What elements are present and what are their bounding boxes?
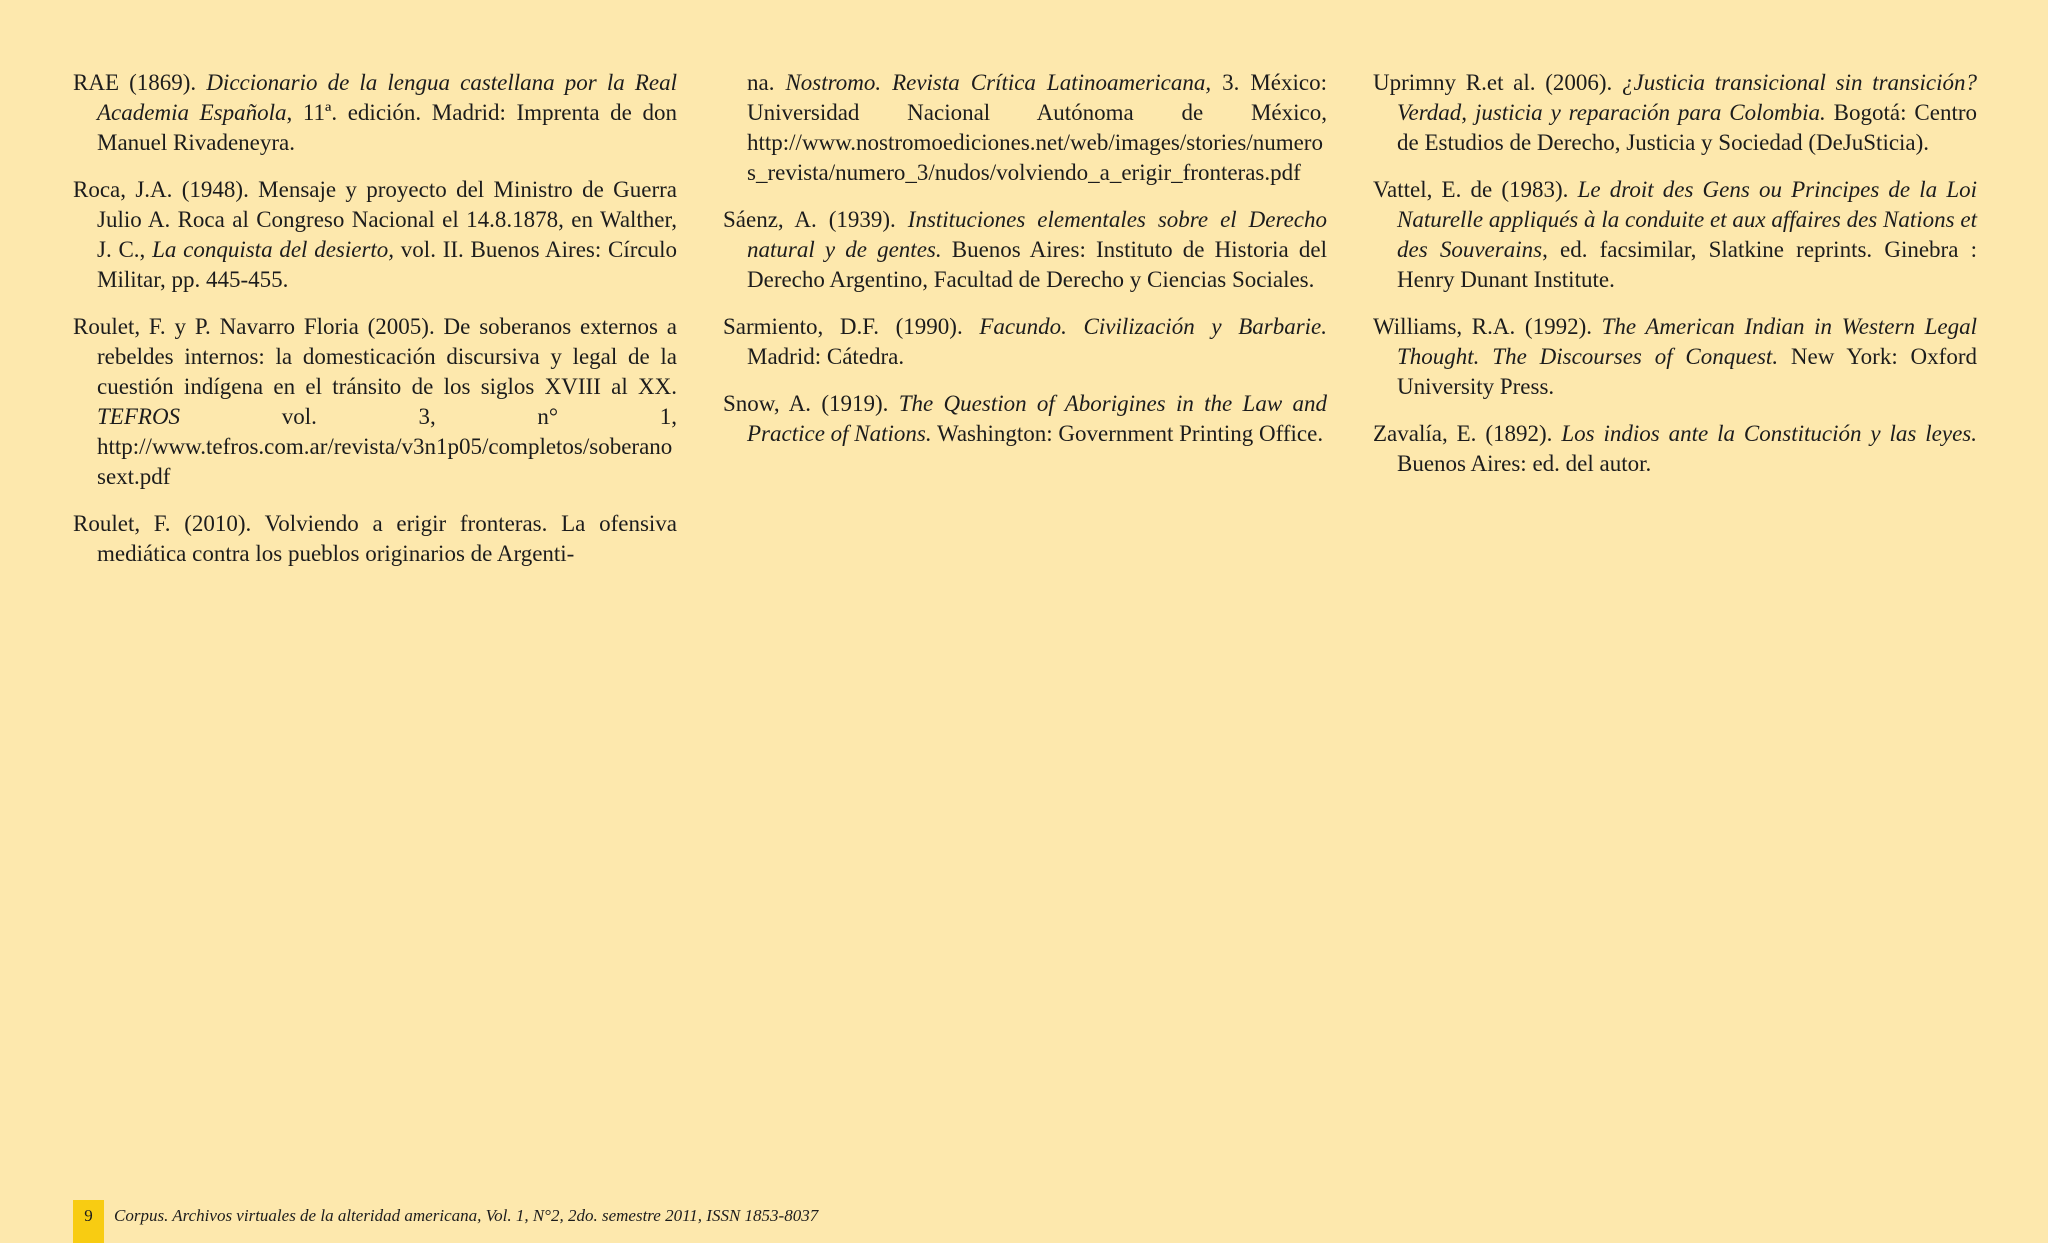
reference-title: Los indios ante la Constitución y las leyes. [1561, 421, 1977, 446]
reference-entry [723, 205, 1327, 295]
reference-text: Zavalía, E. (1892). [1373, 421, 1562, 446]
reference-text: Buenos Aires: Instituto de Historia del Derecho Argentino, Facultad de Derecho y Ciencias Sociales. [747, 237, 1328, 292]
reference-title: Diccionario de la lengua castellana por la Real Academia Española [97, 70, 677, 125]
reference-text: Williams, R.A. (1992). [1373, 314, 1602, 339]
journal-citation: Corpus. Archivos virtuales de la alteridad americana, Vol. 1, N°2, 2do. semestre 2011, ISSN 1853-8037 [114, 1206, 819, 1225]
reference-entry [73, 68, 677, 158]
reference-entry [73, 509, 677, 569]
reference-entry [1373, 175, 1977, 295]
reference-text: Washington: Government Printing Office. [931, 421, 1324, 446]
reference-title: Le droit des Gens ou Principes de la Loi Naturelle appliqués à la conduite et aux affaires des Nations et des Souverains [1397, 177, 1977, 262]
reference-text: vol. 3, n° 1, http://www.tefros.com.ar/revista/v3n1p05/completos/soberanosext.pdf [97, 404, 677, 489]
reference-text: New York: Oxford University Press. [1397, 344, 1977, 399]
reference-entry [1373, 68, 1977, 158]
reference-entry [723, 389, 1327, 449]
reference-text: Vattel, E. de (1983). [1373, 177, 1578, 202]
reference-title: The American Indian in Western Legal Thought. The Discourses of Conquest. [1397, 314, 1977, 369]
references-column-2 [723, 68, 1327, 586]
reference-entry [723, 312, 1327, 372]
reference-title: ¿Justicia transicional sin transición? Verdad, justicia y reparación para Colombia. [1397, 70, 1977, 125]
reference-entry [73, 175, 677, 295]
reference-entry [1373, 312, 1977, 402]
reference-title: Instituciones elementales sobre el Derecho natural y de gentes. [747, 207, 1328, 262]
reference-text: na. [747, 70, 786, 95]
page-number: 9 [73, 1200, 104, 1243]
reference-title: La conquista del desierto, [152, 237, 395, 262]
reference-entry [73, 312, 677, 492]
reference-text: , 11ª. edición. Madrid: Imprenta de don Manuel Rivadeneyra. [97, 100, 677, 155]
reference-entry [1373, 419, 1977, 479]
reference-title: Nostromo. Revista Crítica Latinoamericana, [785, 70, 1212, 95]
reference-title: Facundo. Civilización y Barbarie. [979, 314, 1327, 339]
reference-text: Roca, J.A. (1948). Mensaje y proyecto del Ministro de Guerra Julio A. Roca al Congreso Nacional el 14.8.1878, en Walther, J. C., [73, 177, 677, 262]
reference-text: Roulet, F. y P. Navarro Floria (2005). De soberanos externos a rebeldes internos: la domesticación discursiva y legal de la cuestión indígena en el tránsito de los siglos XVIII al XX. [73, 314, 677, 399]
references-column-3 [1373, 68, 1977, 586]
reference-text: Snow, A. (1919). [723, 391, 899, 416]
reference-text: RAE (1869). [73, 70, 207, 95]
reference-text: Madrid: Cátedra. [747, 344, 905, 369]
reference-text: Bogotá: Centro de Estudios de Derecho, Justicia y Sociedad (DeJuSticia). [1397, 100, 1977, 155]
reference-text: vol. II. Buenos Aires: Círculo Militar, pp. 445-455. [97, 237, 677, 292]
reference-text: , ed. facsimilar, Slatkine reprints. Ginebra : Henry Dunant Institute. [1397, 237, 1977, 292]
reference-entry [723, 68, 1327, 188]
reference-text: Uprimny R.et al. (2006). [1373, 70, 1623, 95]
reference-title: The Question of Aborigines in the Law and Practice of Nations. [747, 391, 1327, 446]
page-footer [73, 1200, 818, 1243]
reference-text: Buenos Aires: ed. del autor. [1397, 451, 1652, 476]
reference-title: TEFROS [97, 404, 181, 429]
references-column-1 [73, 68, 677, 586]
reference-text: Roulet, F. (2010). Volviendo a erigir fronteras. La ofensiva mediática contra los pueblos originarios de Argenti- [73, 511, 677, 566]
reference-text: 3. México: Universidad Nacional Autónoma de México, http://www.nostromoediciones.net/web/images/stories/numeros_revista/numero_3/nudos/volviendo_a_erigir_fronteras.pdf [747, 70, 1327, 185]
reference-text: Sáenz, A. (1939). [723, 207, 908, 232]
references-columns [73, 68, 1977, 586]
reference-text: Sarmiento, D.F. (1990). [723, 314, 980, 339]
